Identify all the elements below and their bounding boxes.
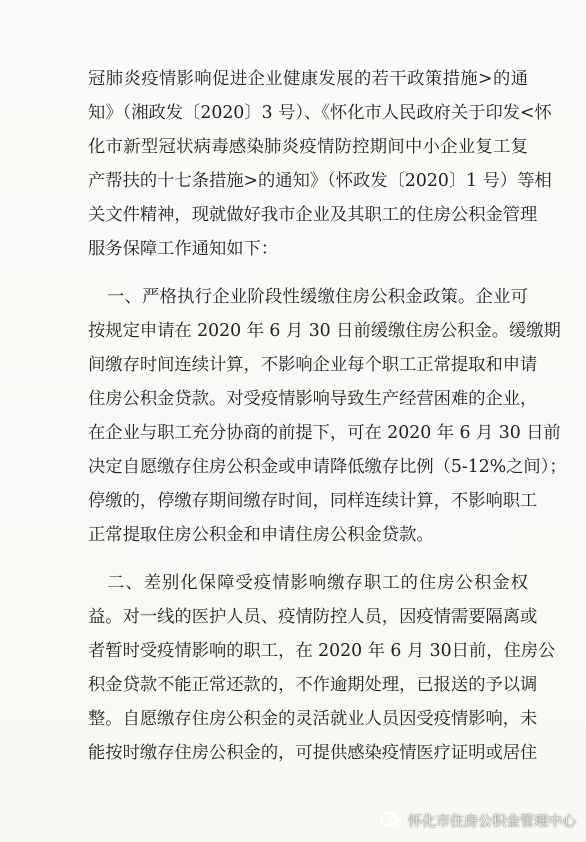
- text-line: 知》（湘政发〔2020〕3 号）、《怀化市人民政府关于印发<怀: [88, 103, 552, 123]
- text-line: 积金贷款不能正常还款的，不作逾期处理，已报送的予以调: [88, 675, 538, 695]
- text-line: 决定自愿缴存住房公积金或申请降低缴存比例（5-12%之间）；: [88, 457, 567, 477]
- text-line: 停缴的，停缴存期间缴存时间，同样连续计算，不影响职工: [88, 491, 538, 511]
- text-line: 益。对一线的医护人员、疫情防控人员，因疫情需要隔离或: [88, 607, 538, 627]
- text-line: 关文件精神，现就做好我市企业及其职工的住房公积金管理: [88, 205, 538, 225]
- text-line: 者暂时受疫情影响的职工，在 2020 年 6 月 30日前，住房公: [88, 641, 556, 661]
- text-line: 冠肺炎疫情影响促进企业健康发展的若干政策措施>的通: [88, 69, 528, 89]
- text-line: 服务保障工作通知如下：: [88, 239, 279, 259]
- text-line: 按规定申请在 2020 年 6 月 30 日前缓缴住房公积金。缓缴期: [88, 321, 561, 341]
- text-line: 间缴存时间连续计算，不影响企业每个职工正常提取和申请: [88, 355, 538, 375]
- text-line: 化市新型冠状病毒感染肺炎疫情防控期间中小企业复工复: [88, 137, 528, 157]
- paragraph-heading-1: 一、严格执行企业阶段性缓缴住房公积金政策。企业可: [107, 287, 528, 307]
- paragraph-heading-2: 二、差别化保障受疫情影响缴存职工的住房公积金权: [107, 573, 528, 593]
- text-line: 住房公积金贷款。对受疫情影响导致生产经营困难的企业，: [88, 389, 538, 409]
- text-line: 正常提取住房公积金和申请住房公积金贷款。: [88, 525, 434, 545]
- watermark-text: 怀化市住房公积金管理中心: [408, 814, 576, 830]
- text-line: 能按时缴存住房公积金的，可提供感染疫情医疗证明或居住: [88, 743, 538, 763]
- watermark: [380, 808, 576, 834]
- text-line: 在企业与职工充分协商的前提下，可在 2020 年 6 月 30 日前: [88, 423, 561, 443]
- text-line: 整。自愿缴存住房公积金的灵活就业人员因受疫情影响，未: [88, 709, 538, 729]
- wechat-icon: [380, 810, 402, 832]
- text-line: 产帮扶的十七条措施>的通知》（怀政发〔2020〕1 号）等相: [88, 171, 552, 191]
